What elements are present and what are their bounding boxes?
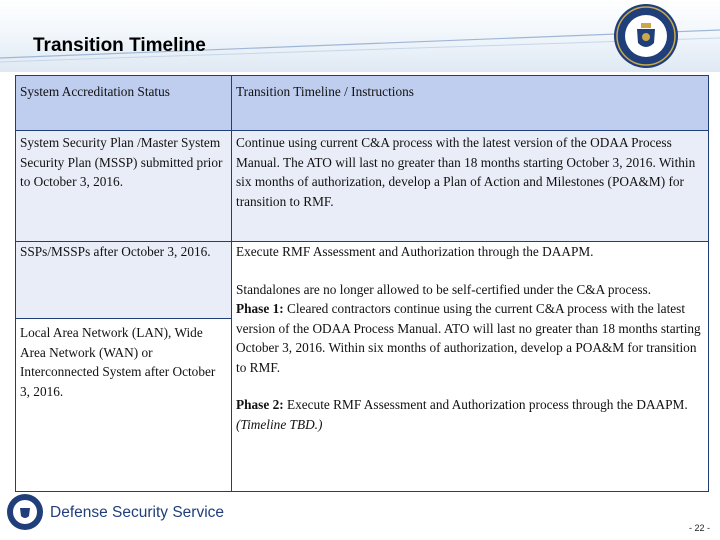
column-header-status: System Accreditation Status <box>16 76 232 131</box>
transition-table <box>15 75 709 492</box>
table-row <box>16 131 709 242</box>
table-row <box>16 242 709 319</box>
instructions-cell: Continue using current C&A process with the latest version of the ODAA Process Manual. The ATO will last no greater than 18 months starting October 3, 2016. Within six months of authorization, develop a Plan of Action and Milestones (POA&M) for transition to RMF. <box>232 131 709 242</box>
status-cell: SSPs/MSSPs after October 3, 2016. <box>16 242 232 319</box>
phase-2-label: Phase 2: <box>236 397 284 412</box>
phase-1-label: Phase 1: <box>236 301 284 316</box>
page-title: Transition Timeline <box>33 35 206 56</box>
dss-seal-icon <box>613 3 679 69</box>
instructions-text: Execute RMF Assessment and Authorization through the DAAPM. <box>236 244 594 259</box>
status-cell: System Security Plan /Master System Security Plan (MSSP) submitted prior to October 3, 2016. <box>16 131 232 242</box>
footer-org-name: Defense Security Service <box>50 504 225 521</box>
standalone-note: Standalones are no longer allowed to be self-certified under the C&A process. <box>236 281 652 297</box>
page-number: - 22 - <box>688 523 710 533</box>
instructions-cell <box>232 242 709 492</box>
status-cell: Local Area Network (LAN), Wide Area Network (WAN) or Interconnected System after October 3, 2016. <box>16 319 232 492</box>
slide-header <box>0 0 720 72</box>
phase-1-text: Phase 1: Cleared contractors continue using the current C&A process with the latest version of the ODAA Process Manual. ATO will last no greater than 18 months starting October 3, 2016. Within six months of authorization, develop a POA&M for transition to RMF. <box>236 301 701 375</box>
dss-logo-icon <box>6 493 44 531</box>
timeline-note: (Timeline TBD.) <box>236 416 323 432</box>
table-header-row <box>16 76 709 131</box>
phase-2-text: Phase 2: Execute RMF Assessment and Authorization process through the DAAPM. (Timeline TBD.) <box>236 397 688 432</box>
column-header-instructions: Transition Timeline / Instructions <box>232 76 709 131</box>
